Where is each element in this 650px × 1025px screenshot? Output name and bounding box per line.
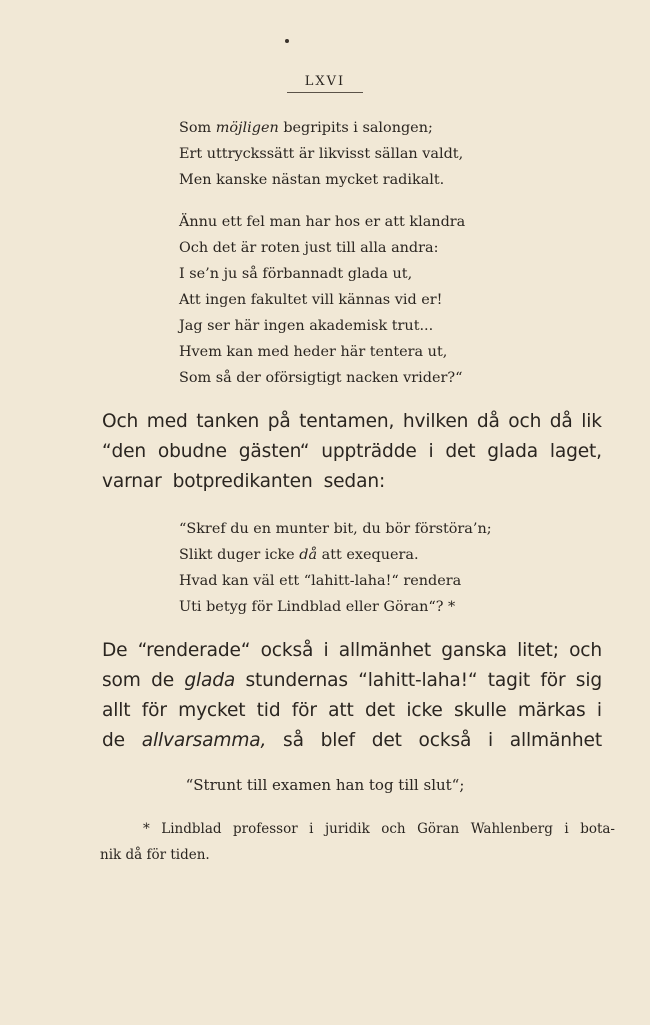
word: med: [146, 411, 188, 432]
word: att: [328, 700, 354, 721]
prose-paragraph-1: [102, 407, 602, 497]
word: och: [569, 640, 602, 661]
word: tagit: [487, 670, 530, 691]
word: då: [549, 411, 573, 432]
verse-line: Som möjligen begripits i salongen;: [179, 120, 433, 136]
footnote-line-2: nik då för tiden.: [100, 847, 210, 863]
word: “den: [102, 441, 147, 462]
word: i: [596, 700, 602, 721]
word: ganska: [441, 640, 507, 661]
word: sig: [575, 670, 602, 691]
word: som: [102, 670, 141, 691]
word: tanken: [196, 411, 260, 432]
word: och: [508, 411, 542, 432]
word: Och: [102, 411, 139, 432]
verse-line: Slikt duger icke då att exequera.: [179, 547, 419, 563]
word: Lindblad: [161, 821, 222, 837]
word: tentamen,: [299, 411, 395, 432]
word: Wahlenberg: [470, 821, 553, 837]
word: tid: [256, 700, 281, 721]
word: de: [102, 730, 125, 751]
word: obudne: [157, 441, 227, 462]
italic-word: glada: [184, 670, 236, 691]
word: bota-: [580, 821, 615, 837]
word: mycket: [178, 700, 246, 721]
word: det: [364, 700, 396, 721]
word: också: [260, 640, 314, 661]
verse-line: I se’n ju så förbannadt glada ut,: [179, 266, 413, 282]
italic-word: allvarsamma,: [141, 730, 267, 751]
word: märkas: [517, 700, 586, 721]
verse-line: Och det är roten just till alla andra:: [179, 240, 439, 256]
centered-verse-line: “Strunt till examen han tog till slut“;: [185, 776, 465, 794]
word: varnar: [102, 471, 162, 492]
word: skulle: [453, 700, 507, 721]
word: det: [371, 730, 402, 751]
word: gästen“: [238, 441, 310, 462]
page-number: LXVI: [287, 74, 363, 93]
footnote: [100, 816, 615, 868]
word: icke: [406, 700, 443, 721]
word: litet;: [517, 640, 559, 661]
verse-line: Uti betyg för Lindblad eller Göran“? *: [179, 599, 456, 615]
word: för: [141, 700, 167, 721]
word: laget,: [549, 441, 602, 462]
prose-line: [102, 407, 602, 437]
word: också: [418, 730, 472, 751]
verse-line: Hvem kan med heder här tentera ut,: [179, 344, 448, 360]
word: Göran: [417, 821, 460, 837]
word: De: [102, 640, 128, 661]
word: botpredikanten: [172, 471, 313, 492]
word: i: [564, 821, 569, 837]
footnote-line-1: [100, 816, 615, 842]
word: i: [428, 441, 434, 462]
word: så: [283, 730, 304, 751]
word: då: [476, 411, 500, 432]
prose-line: [102, 696, 602, 726]
page-header: [0, 70, 650, 93]
word: juridik: [324, 821, 370, 837]
prose-line: [102, 437, 602, 467]
word: för: [291, 700, 317, 721]
word: på: [267, 411, 291, 432]
word: stundernas: [245, 670, 348, 691]
word: *: [143, 821, 150, 837]
verse-line: Som så der oförsigtigt nacken vrider?“: [179, 370, 463, 386]
prose-line: [102, 666, 602, 696]
italic-word: då: [299, 547, 318, 563]
italic-word: möjligen: [215, 120, 279, 136]
word: sedan:: [323, 471, 386, 492]
word: professor: [233, 821, 298, 837]
word: och: [381, 821, 406, 837]
verse-line: “Skref du en munter bit, du bör förstöra’n;: [179, 521, 492, 537]
word: lik: [581, 411, 602, 432]
prose-line: [102, 636, 602, 666]
word: “renderade“: [137, 640, 251, 661]
verse-line: Jag ser här ingen akademisk trut...: [179, 318, 434, 334]
word: för: [540, 670, 566, 691]
word: de: [151, 670, 175, 691]
word: i: [323, 640, 329, 661]
verse-line: Ert uttryckssätt är likvisst sällan valdt,: [179, 146, 464, 162]
verse-stanza-3: [179, 516, 492, 620]
verse-stanza-1: [179, 115, 463, 193]
word: i: [488, 730, 494, 751]
word: uppträdde: [321, 441, 417, 462]
word: allmänhet: [509, 730, 602, 751]
prose-paragraph-2: [102, 636, 602, 756]
verse-line: Men kanske nästan mycket radikalt.: [179, 172, 445, 188]
verse-line: Hvad kan väl ett “lahitt-laha!“ rendera: [179, 573, 462, 589]
verse-line: Ännu ett fel man har hos er att klandra: [179, 214, 466, 230]
verse-line: Att ingen fakultet vill kännas vid er!: [179, 292, 443, 308]
word: blef: [320, 730, 355, 751]
word: glada: [487, 441, 539, 462]
word: allt: [102, 700, 131, 721]
word: “lahitt-laha!“: [358, 670, 478, 691]
word: allmänhet: [338, 640, 431, 661]
ink-speck: [285, 39, 289, 43]
word: hvilken: [402, 411, 469, 432]
word: i: [309, 821, 314, 837]
word: det: [445, 441, 476, 462]
prose-line: [102, 726, 602, 756]
prose-line: [102, 467, 602, 497]
verse-stanza-2: [179, 209, 465, 391]
